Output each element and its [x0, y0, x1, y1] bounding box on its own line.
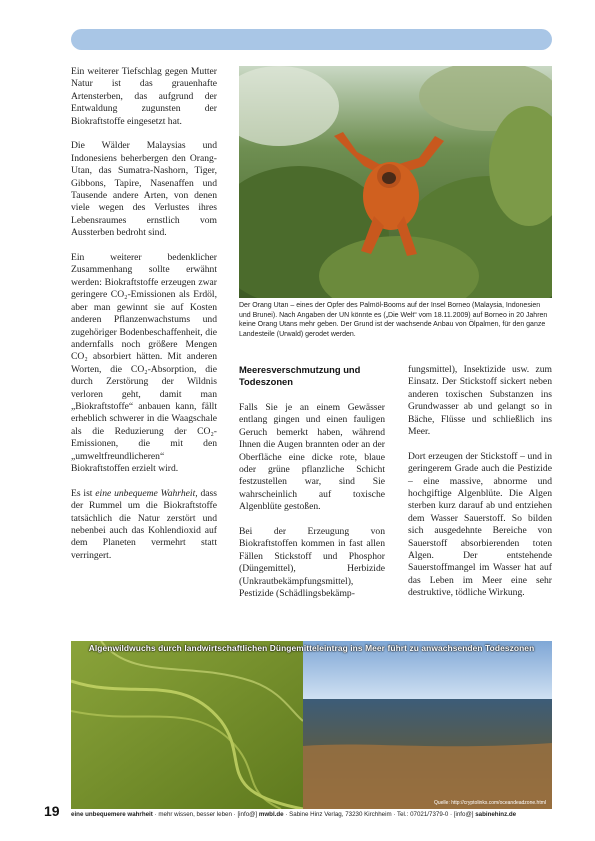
- middle-column: [239, 402, 385, 613]
- page-number: 19: [44, 803, 60, 819]
- paragraph: Die Wälder Malaysias und Indonesiens beherbergen den Orang-Utan, das Sumatra-Nashorn, Tiger, Gibbons, Tapire, Nasenaffen und Tausende andere Arten, von denen viele wegen des Verlustes ihres Lebensraumes ernstlich vom Aussterben bedroht sind.: [71, 140, 217, 239]
- algae-photo: [71, 641, 552, 809]
- paragraph: [71, 488, 217, 562]
- section-heading: Meeresverschmutzung und Todeszonen: [239, 364, 361, 387]
- photo-caption: Der Orang Utan – eines der Opfer des Palmöl-Booms auf der Insel Borneo (Malaysia, Indonesien und Brunei). Nach Angaben der UN könnte es („Die Welt“ vom 18.11.2009) auf Borneo in 20 Jahren keine Orang Utans mehr geben. Der Grund ist der wachsende Anbau von Ölpalmen, für den ganze Landesteile (Urwald) gerodet werden.: [239, 302, 548, 338]
- right-column: [408, 364, 552, 612]
- left-column: [71, 66, 217, 575]
- paragraph: Ein weiterer bedenklicher Zusammenhang sollte erwähnt werden: Biokraftstoffe erzeugen zwar geringere CO₂-Emissionen als Erdöl, aber man gewinnt sie auf Kosten anderen Pflanzenwachstums und zugehöriger Bodenbeschaffenheit, die andernfalls noch größere Mengen CO₂ absorbiert hätten. Mit anderen Worten, die CO₂-Absorption, die durch Zerstörung der Wildnis verloren geht, damit man „Biokraftstoffe“ anbauen kann, fällt erheblich schwerer in die Waagschale als die Reduzierung der CO₂-Emissionen, die mit den „umweltfreundlicheren“ Biokraftstoffen erzielt wird.: [71, 252, 217, 474]
- footer-text: · mehr wissen, besser leben · [info@]: [152, 811, 259, 818]
- footer: [71, 811, 552, 818]
- header-bar: [71, 29, 552, 50]
- image-banner: Algenwildwuchs durch landwirtschaftlichen Düngemitteleintrag ins Meer führt zu anwachsenden Todeszonen: [88, 643, 535, 653]
- orangutan-photo: [239, 66, 552, 298]
- paragraph: Dort erzeugen der Stickstoff – und in geringerem Grade auch die Pestizide – eine massive, abnorme und hochgiftige Algenblüte. Die Algen sterben kurz darauf ab und entziehen dem Wasser Sauerstoff. So bilden sich ausgedehnte Bereiche von Sauerstoff absorbierenden toten Algen. Der entstehende Sauerstoffmangel im Wasser hat auf das Leben im Meer eine sehr destruktive, tödliche Wirkung.: [408, 450, 552, 599]
- text: , dass der Rummel um die Biokraftstoffe tatsächlich die Natur zerstört und nebenbei auch das Kohlendioxid auf dem Planeten vermehrt statt verringert.: [71, 487, 217, 561]
- footer-brand: eine unbequemere wahrheit: [71, 811, 153, 818]
- paragraph: Falls Sie je an einem Gewässer entlang gingen und einen fauligen Geruch bemerkt haben, während Ihnen die Augen brannten oder an der Oberfläche eine dicke rote, blaue oder grüne pflanzliche Schicht festzustellen war, sind Sie wahrscheinlich auf toxische Algenblüte gestoßen.: [239, 402, 385, 513]
- emphasis-text: eine unbequeme Wahrheit: [95, 487, 196, 499]
- footer-text: · Sabine Hinz Verlag, 73230 Kirchheim · Tel.: 07021/7379-0 · [info@]: [283, 811, 476, 818]
- footer-link[interactable]: mwbl.de: [258, 811, 284, 818]
- paragraph: Ein weiterer Tiefschlag gegen Mutter Natur ist das grauenhafte Artensterben, das aufgrund der Entwaldung zugunsten der Biokraftstoffe eingesetzt hat.: [71, 66, 217, 127]
- paragraph: Bei der Erzeugung von Biokraftstoffen kommen in fast allen Fällen Stickstoff und Phosphor (Düngemittel), Herbizide (Unkrautbekämpfungsmittel), Pestizide (Schädlingsbekämp-: [239, 526, 385, 600]
- image-source: Quelle: http://cryptolinks.com/oceandeadzone.html: [433, 800, 546, 806]
- text: Es ist: [71, 487, 96, 499]
- paragraph: fungsmittel), Insektizide usw. zum Einsatz. Der Stickstoff sickert neben anderen toxischen Substanzen ins Grundwasser ab und gelangt so in Bäche, Flüsse und schließlich ins Meer.: [408, 364, 552, 438]
- footer-link[interactable]: sabinehinz.de: [475, 811, 517, 818]
- section-heading-container: [239, 364, 385, 400]
